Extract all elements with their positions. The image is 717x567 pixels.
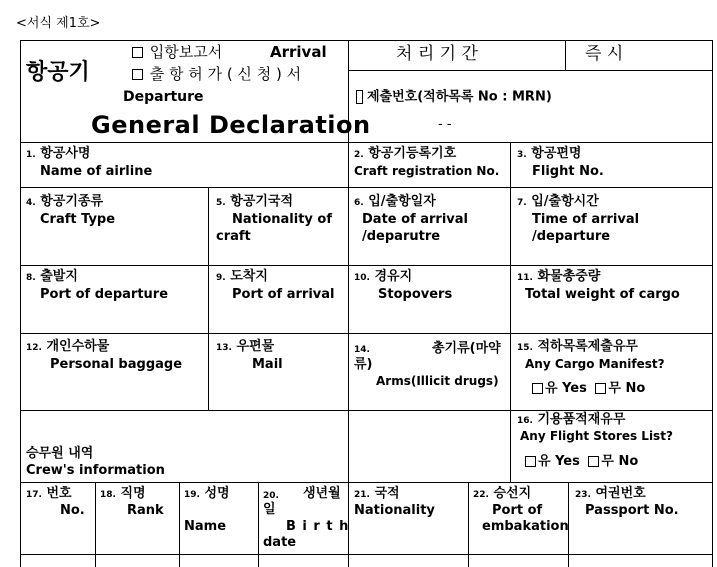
cargo-manifest-no[interactable] <box>595 381 645 396</box>
field-label-ko: 여권번호 <box>595 486 646 501</box>
departure-option-label: 출 항 허 가 ( 신 청 ) 서 <box>149 65 302 83</box>
field-7-label-en: Time of arrival <box>532 212 640 227</box>
field-4-label-en: Craft Type <box>40 212 116 227</box>
field-10-label-en: Stopovers <box>378 287 453 302</box>
col-22-label <box>473 487 531 502</box>
field-1-label <box>26 147 90 162</box>
field-5-label-en: Nationality of <box>232 212 332 227</box>
field-label-ko: 승선지 <box>493 486 532 501</box>
field-11-label <box>517 270 600 285</box>
field-12-label-en: Personal baggage <box>50 357 183 372</box>
departure-label-en: Departure <box>123 89 204 105</box>
rule <box>20 482 712 483</box>
field-number: 17. <box>26 490 42 500</box>
rule <box>510 142 511 410</box>
general-declaration-form <box>20 40 712 567</box>
field-label-ko: 항공기등록기호 <box>368 146 457 161</box>
field-label-ko: 항공편명 <box>531 146 582 161</box>
crew-info-title-en: Crew's information <box>26 463 165 478</box>
field-8-label-en: Port of departure <box>40 287 169 302</box>
field-2-label-en: Craft registration No. <box>354 164 500 178</box>
field-14-number: 14. <box>354 345 370 355</box>
arrival-label-en: Arrival <box>270 43 327 61</box>
col-20-label-cont: 일 <box>263 502 276 517</box>
field-number: 21. <box>354 490 370 500</box>
col-21-label <box>354 487 400 502</box>
field-label-ko: 기용품적재유무 <box>537 412 626 427</box>
field-13-label <box>216 340 274 355</box>
field-label-ko: 화물총중량 <box>537 269 601 284</box>
field-number: 6. <box>354 198 364 208</box>
col-20-label-en-cont: date <box>263 535 297 550</box>
field-label-ko: 개인수하물 <box>46 339 110 354</box>
departure-option[interactable] <box>132 66 301 83</box>
checkbox-icon[interactable] <box>588 456 599 467</box>
rule <box>208 187 209 410</box>
col-18-label <box>100 487 146 502</box>
field-label-ko: 번호 <box>46 486 72 501</box>
field-number: 8. <box>26 273 36 283</box>
processing-period-label: 처 리 기 간 <box>396 44 478 64</box>
crew-info-title: 승무원 내역 <box>26 446 94 461</box>
rule <box>20 40 21 567</box>
field-number: 22. <box>473 490 489 500</box>
rule <box>712 40 713 567</box>
rule <box>468 482 469 567</box>
field-7-label <box>517 195 599 210</box>
field-number: 16. <box>517 416 533 426</box>
field-number: 11. <box>517 273 533 283</box>
col-23-label-en: Passport No. <box>585 503 679 518</box>
field-label-ko: 입/출항일자 <box>368 194 436 209</box>
rule <box>20 265 712 266</box>
field-number: 5. <box>216 198 226 208</box>
rule <box>20 40 712 41</box>
field-number: 12. <box>26 343 42 353</box>
option-label: 무 No <box>608 381 646 396</box>
col-19-label <box>184 487 230 502</box>
checkbox-icon[interactable] <box>532 383 543 394</box>
field-14-label: 총기류(마약 <box>432 341 501 356</box>
rule <box>179 482 180 567</box>
field-7-label-en-cont: /departure <box>532 229 611 244</box>
rule <box>20 142 712 143</box>
field-label-ko: 입/출항시간 <box>531 194 599 209</box>
field-11-label-en: Total weight of cargo <box>525 287 680 302</box>
col-22-label-en: Port of <box>492 503 543 518</box>
field-number: 1. <box>26 150 36 160</box>
field-label-ko: 성명 <box>204 486 230 501</box>
field-label-ko: 국적 <box>374 486 400 501</box>
submission-number-label: 제출번호(적하목록 No : MRN) <box>367 89 552 105</box>
col-17-label <box>26 487 72 502</box>
field-label-ko: 항공사명 <box>40 146 91 161</box>
field-9-label <box>216 270 268 285</box>
field-3-label-en: Flight No. <box>532 164 604 179</box>
option-label: 무 No <box>601 454 639 469</box>
col-22-label-en-cont: embakation <box>482 519 569 534</box>
rule <box>510 410 511 482</box>
col-18-label-en: Rank <box>127 503 164 518</box>
title-korean: 항공기 <box>26 60 90 85</box>
rule <box>258 482 259 567</box>
field-label-ko: 항공기종류 <box>40 194 104 209</box>
field-14-label-cont: 류) <box>354 357 373 372</box>
field-6-label <box>354 195 436 210</box>
col-20-label: 생년월 <box>303 486 341 501</box>
rule <box>20 554 712 555</box>
field-number: 7. <box>517 198 527 208</box>
field-number: 4. <box>26 198 36 208</box>
field-label-ko: 직명 <box>120 486 146 501</box>
title-english: General Declaration <box>91 111 371 139</box>
col-17-label-en: No. <box>60 503 85 518</box>
col-19-label-en: Name <box>184 519 227 534</box>
field-5-label <box>216 195 293 210</box>
field-16-options <box>525 455 638 470</box>
checkbox-icon[interactable] <box>595 383 606 394</box>
field-label-ko: 적하목록제출유무 <box>537 339 638 354</box>
field-16-label <box>517 413 625 428</box>
field-9-label-en: Port of arrival <box>232 287 335 302</box>
field-14-label-en: Arms(Illicit drugs) <box>376 374 499 388</box>
field-15-options <box>532 382 645 397</box>
field-1-label-en: Name of airline <box>40 164 153 179</box>
field-number: 18. <box>100 490 116 500</box>
option-label: 유 Yes <box>538 454 580 469</box>
option-label: 유 Yes <box>545 381 587 396</box>
rule <box>20 333 712 334</box>
field-15-label <box>517 340 638 355</box>
field-number: 10. <box>354 273 370 283</box>
checkbox-icon[interactable] <box>132 69 143 80</box>
field-12-label <box>26 340 109 355</box>
field-10-label <box>354 270 412 285</box>
rule <box>348 70 712 71</box>
cargo-manifest-yes[interactable] <box>532 381 587 396</box>
field-3-label <box>517 147 581 162</box>
submission-number <box>356 90 552 105</box>
submission-number-value: - - <box>438 117 452 132</box>
checkbox-icon[interactable] <box>525 456 536 467</box>
field-8-label <box>26 270 78 285</box>
field-number: 3. <box>517 150 527 160</box>
field-number: 2. <box>354 150 364 160</box>
field-16-label-en: Any Flight Stores List? <box>520 429 673 443</box>
flight-stores-yes[interactable] <box>525 454 580 469</box>
rule <box>20 187 712 188</box>
field-15-label-en: Any Cargo Manifest? <box>525 357 665 371</box>
rule <box>565 40 566 70</box>
col-23-label <box>575 487 646 502</box>
checkbox-icon <box>356 90 363 104</box>
flight-stores-no[interactable] <box>588 454 638 469</box>
field-number: 15. <box>517 343 533 353</box>
checkbox-icon[interactable] <box>132 47 143 58</box>
processing-period-value: 즉 시 <box>585 44 624 64</box>
col-21-label-en: Nationality <box>354 503 435 518</box>
form-number: <서식 제1호> <box>16 16 101 31</box>
field-13-label-en: Mail <box>252 357 283 372</box>
field-label-ko: 경유지 <box>374 269 413 284</box>
arrival-option-label: 입항보고서 <box>149 43 223 61</box>
field-label-ko: 항공기국적 <box>230 194 294 209</box>
field-6-label-en-cont: /deparutre <box>362 229 441 244</box>
rule <box>20 410 712 411</box>
field-5-label-en-cont: craft <box>216 229 251 244</box>
field-label-ko: 도착지 <box>230 269 268 284</box>
field-4-label <box>26 195 103 210</box>
field-number: 19. <box>184 490 200 500</box>
field-number: 23. <box>575 490 591 500</box>
field-number: 9. <box>216 273 226 283</box>
field-label-ko: 우편물 <box>236 339 275 354</box>
col-20-number: 20. <box>263 491 279 501</box>
field-2-label <box>354 147 456 162</box>
col-20-label-en: B i r t h <box>286 519 350 534</box>
field-6-label-en: Date of arrival <box>362 212 468 227</box>
rule <box>348 40 349 482</box>
field-label-ko: 출발지 <box>40 269 78 284</box>
rule <box>95 482 96 567</box>
field-number: 13. <box>216 343 232 353</box>
arrival-option[interactable] <box>132 44 222 61</box>
